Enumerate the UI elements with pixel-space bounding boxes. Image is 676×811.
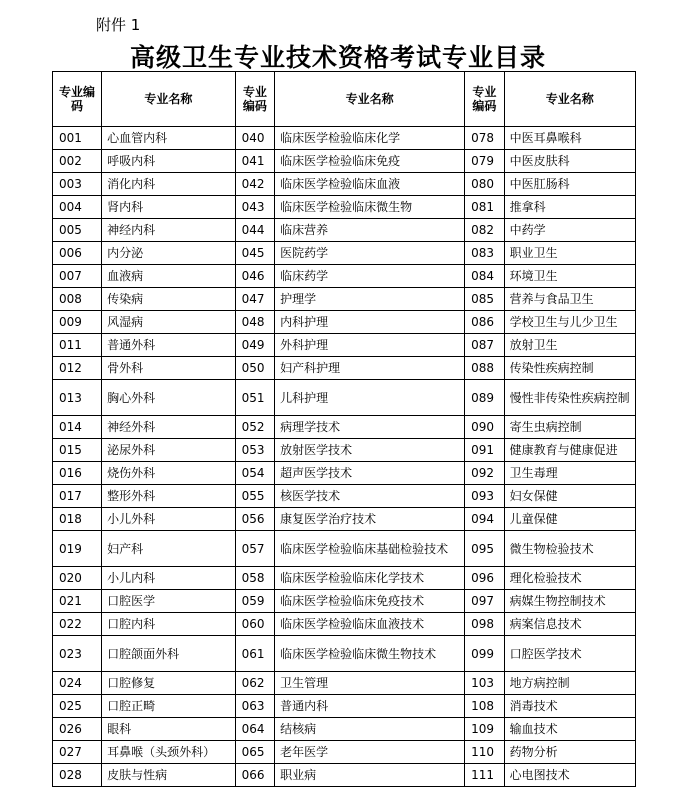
specialty-code: 018	[53, 508, 102, 531]
specialty-code: 103	[465, 672, 505, 695]
specialty-name: 医院药学	[275, 242, 465, 265]
specialty-name: 中药学	[504, 219, 635, 242]
specialty-code: 049	[235, 334, 275, 357]
header-code: 专业编码	[235, 72, 275, 127]
table-row	[53, 613, 636, 636]
specialty-code: 048	[235, 311, 275, 334]
specialty-name: 理化检验技术	[504, 567, 635, 590]
specialty-name: 微生物检验技术	[504, 531, 635, 567]
specialty-name: 整形外科	[102, 485, 235, 508]
specialty-name: 神经外科	[102, 416, 235, 439]
specialty-code: 055	[235, 485, 275, 508]
specialty-name: 临床医学检验临床免疫技术	[275, 590, 465, 613]
header-name: 专业名称	[102, 72, 235, 127]
specialty-code: 019	[53, 531, 102, 567]
specialty-code: 056	[235, 508, 275, 531]
specialty-name: 慢性非传染性疾病控制	[504, 380, 635, 416]
specialty-code: 109	[465, 718, 505, 741]
specialty-code: 086	[465, 311, 505, 334]
specialty-code: 023	[53, 636, 102, 672]
table-row	[53, 416, 636, 439]
specialty-code: 065	[235, 741, 275, 764]
specialty-name: 普通内科	[275, 695, 465, 718]
specialty-code: 091	[465, 439, 505, 462]
specialty-name: 临床医学检验临床血液	[275, 173, 465, 196]
table-row	[53, 357, 636, 380]
specialty-name: 核医学技术	[275, 485, 465, 508]
specialty-name: 职业病	[275, 764, 465, 787]
specialty-code: 043	[235, 196, 275, 219]
specialty-name: 心电图技术	[504, 764, 635, 787]
specialty-code: 051	[235, 380, 275, 416]
specialty-name: 临床医学检验临床微生物技术	[275, 636, 465, 672]
specialty-name: 卫生管理	[275, 672, 465, 695]
specialty-name: 妇产科	[102, 531, 235, 567]
specialty-code: 012	[53, 357, 102, 380]
specialty-name: 口腔医学技术	[504, 636, 635, 672]
specialty-name: 健康教育与健康促进	[504, 439, 635, 462]
specialty-name: 泌尿外科	[102, 439, 235, 462]
specialty-code: 054	[235, 462, 275, 485]
specialty-code: 005	[53, 219, 102, 242]
specialty-code: 060	[235, 613, 275, 636]
specialty-code: 013	[53, 380, 102, 416]
table-row	[53, 695, 636, 718]
specialty-name: 临床医学检验临床化学	[275, 127, 465, 150]
specialty-name: 小儿外科	[102, 508, 235, 531]
specialty-code: 006	[53, 242, 102, 265]
table-row	[53, 150, 636, 173]
header-code: 专业编码	[53, 72, 102, 127]
specialty-name: 口腔医学	[102, 590, 235, 613]
specialty-name: 胸心外科	[102, 380, 235, 416]
header-name: 专业名称	[275, 72, 465, 127]
specialty-name: 口腔颌面外科	[102, 636, 235, 672]
specialty-code: 099	[465, 636, 505, 672]
specialty-name: 临床药学	[275, 265, 465, 288]
table-row	[53, 531, 636, 567]
specialty-code: 078	[465, 127, 505, 150]
table-row	[53, 219, 636, 242]
specialty-code: 024	[53, 672, 102, 695]
specialty-code: 026	[53, 718, 102, 741]
specialty-code: 052	[235, 416, 275, 439]
specialty-code: 059	[235, 590, 275, 613]
specialty-code: 087	[465, 334, 505, 357]
specialty-code: 089	[465, 380, 505, 416]
specialty-name: 眼科	[102, 718, 235, 741]
specialty-name: 营养与食品卫生	[504, 288, 635, 311]
specialty-name: 口腔内科	[102, 613, 235, 636]
specialty-code: 085	[465, 288, 505, 311]
specialty-code: 058	[235, 567, 275, 590]
specialty-code: 017	[53, 485, 102, 508]
specialty-name: 临床医学检验临床免疫	[275, 150, 465, 173]
specialty-name: 妇女保健	[504, 485, 635, 508]
table-row	[53, 288, 636, 311]
table-row	[53, 334, 636, 357]
specialty-name: 放射卫生	[504, 334, 635, 357]
specialty-name: 小儿内科	[102, 567, 235, 590]
specialty-name: 临床医学检验临床微生物	[275, 196, 465, 219]
specialty-name: 职业卫生	[504, 242, 635, 265]
specialty-code: 008	[53, 288, 102, 311]
specialty-code: 053	[235, 439, 275, 462]
specialty-code: 042	[235, 173, 275, 196]
specialty-code: 098	[465, 613, 505, 636]
specialty-code: 011	[53, 334, 102, 357]
specialty-name: 临床医学检验临床化学技术	[275, 567, 465, 590]
specialty-name: 推拿科	[504, 196, 635, 219]
specialty-name: 病媒生物控制技术	[504, 590, 635, 613]
specialty-name: 肾内科	[102, 196, 235, 219]
specialty-name: 传染病	[102, 288, 235, 311]
specialty-code: 014	[53, 416, 102, 439]
specialty-name: 环境卫生	[504, 265, 635, 288]
table-row	[53, 173, 636, 196]
specialty-code: 066	[235, 764, 275, 787]
specialty-code: 046	[235, 265, 275, 288]
specialty-code: 004	[53, 196, 102, 219]
specialty-name: 儿科护理	[275, 380, 465, 416]
table-row	[53, 439, 636, 462]
specialty-name: 心血管内科	[102, 127, 235, 150]
specialty-code: 003	[53, 173, 102, 196]
specialty-code: 044	[235, 219, 275, 242]
table-row	[53, 672, 636, 695]
specialty-code: 094	[465, 508, 505, 531]
specialty-code: 079	[465, 150, 505, 173]
specialty-code: 027	[53, 741, 102, 764]
table-row	[53, 462, 636, 485]
specialty-name: 寄生虫病控制	[504, 416, 635, 439]
specialty-code: 015	[53, 439, 102, 462]
specialty-code: 022	[53, 613, 102, 636]
specialty-code: 028	[53, 764, 102, 787]
specialty-code: 064	[235, 718, 275, 741]
specialty-code: 088	[465, 357, 505, 380]
specialty-code: 108	[465, 695, 505, 718]
specialty-name: 中医肛肠科	[504, 173, 635, 196]
specialty-code: 002	[53, 150, 102, 173]
specialty-name: 消毒技术	[504, 695, 635, 718]
specialty-name: 护理学	[275, 288, 465, 311]
specialty-name: 神经内科	[102, 219, 235, 242]
specialty-code: 111	[465, 764, 505, 787]
header-code: 专业编码	[465, 72, 505, 127]
table-row	[53, 242, 636, 265]
specialty-name: 药物分析	[504, 741, 635, 764]
table-row	[53, 508, 636, 531]
specialty-code: 020	[53, 567, 102, 590]
table-row	[53, 127, 636, 150]
specialty-name: 中医耳鼻喉科	[504, 127, 635, 150]
table-row	[53, 718, 636, 741]
specialty-name: 皮肤与性病	[102, 764, 235, 787]
specialty-code: 062	[235, 672, 275, 695]
table-row	[53, 485, 636, 508]
specialty-name: 中医皮肤科	[504, 150, 635, 173]
specialty-name: 学校卫生与儿少卫生	[504, 311, 635, 334]
specialty-name: 传染性疾病控制	[504, 357, 635, 380]
specialty-name: 临床营养	[275, 219, 465, 242]
specialty-name: 口腔正畸	[102, 695, 235, 718]
specialty-code: 080	[465, 173, 505, 196]
specialty-code: 063	[235, 695, 275, 718]
table-row	[53, 311, 636, 334]
specialty-code: 041	[235, 150, 275, 173]
specialty-code: 093	[465, 485, 505, 508]
specialty-name: 临床医学检验临床血液技术	[275, 613, 465, 636]
specialty-name: 临床医学检验临床基础检验技术	[275, 531, 465, 567]
specialty-name: 卫生毒理	[504, 462, 635, 485]
specialty-code: 009	[53, 311, 102, 334]
specialty-name: 病案信息技术	[504, 613, 635, 636]
annex-label: 附件 1	[96, 16, 141, 34]
table-row	[53, 196, 636, 219]
specialty-name: 内科护理	[275, 311, 465, 334]
table-header-row	[53, 72, 636, 127]
specialty-code: 045	[235, 242, 275, 265]
specialty-name: 妇产科护理	[275, 357, 465, 380]
table-row	[53, 380, 636, 416]
specialty-code: 096	[465, 567, 505, 590]
specialty-name: 康复医学治疗技术	[275, 508, 465, 531]
specialty-table	[52, 71, 636, 787]
specialty-name: 耳鼻喉（头颈外科）	[102, 741, 235, 764]
specialty-code: 025	[53, 695, 102, 718]
specialty-code: 097	[465, 590, 505, 613]
specialty-code: 110	[465, 741, 505, 764]
specialty-code: 007	[53, 265, 102, 288]
table-row	[53, 636, 636, 672]
specialty-code: 047	[235, 288, 275, 311]
specialty-code: 021	[53, 590, 102, 613]
specialty-code: 084	[465, 265, 505, 288]
specialty-name: 输血技术	[504, 718, 635, 741]
specialty-name: 呼吸内科	[102, 150, 235, 173]
specialty-code: 050	[235, 357, 275, 380]
header-name: 专业名称	[504, 72, 635, 127]
table-row	[53, 764, 636, 787]
table-row	[53, 741, 636, 764]
specialty-name: 超声医学技术	[275, 462, 465, 485]
specialty-name: 结核病	[275, 718, 465, 741]
specialty-name: 地方病控制	[504, 672, 635, 695]
specialty-name: 外科护理	[275, 334, 465, 357]
specialty-name: 放射医学技术	[275, 439, 465, 462]
table-row	[53, 265, 636, 288]
specialty-name: 风湿病	[102, 311, 235, 334]
specialty-name: 骨外科	[102, 357, 235, 380]
specialty-code: 090	[465, 416, 505, 439]
specialty-code: 081	[465, 196, 505, 219]
specialty-name: 口腔修复	[102, 672, 235, 695]
table-row	[53, 590, 636, 613]
specialty-code: 092	[465, 462, 505, 485]
specialty-name: 内分泌	[102, 242, 235, 265]
specialty-name: 老年医学	[275, 741, 465, 764]
specialty-code: 016	[53, 462, 102, 485]
specialty-code: 001	[53, 127, 102, 150]
specialty-name: 病理学技术	[275, 416, 465, 439]
specialty-name: 普通外科	[102, 334, 235, 357]
specialty-code: 057	[235, 531, 275, 567]
table-row	[53, 567, 636, 590]
specialty-name: 烧伤外科	[102, 462, 235, 485]
page-title: 高级卫生专业技术资格考试专业目录	[129, 43, 546, 72]
specialty-code: 082	[465, 219, 505, 242]
specialty-name: 血液病	[102, 265, 235, 288]
specialty-name: 消化内科	[102, 173, 235, 196]
specialty-code: 061	[235, 636, 275, 672]
specialty-name: 儿童保健	[504, 508, 635, 531]
specialty-code: 095	[465, 531, 505, 567]
specialty-code: 083	[465, 242, 505, 265]
specialty-code: 040	[235, 127, 275, 150]
